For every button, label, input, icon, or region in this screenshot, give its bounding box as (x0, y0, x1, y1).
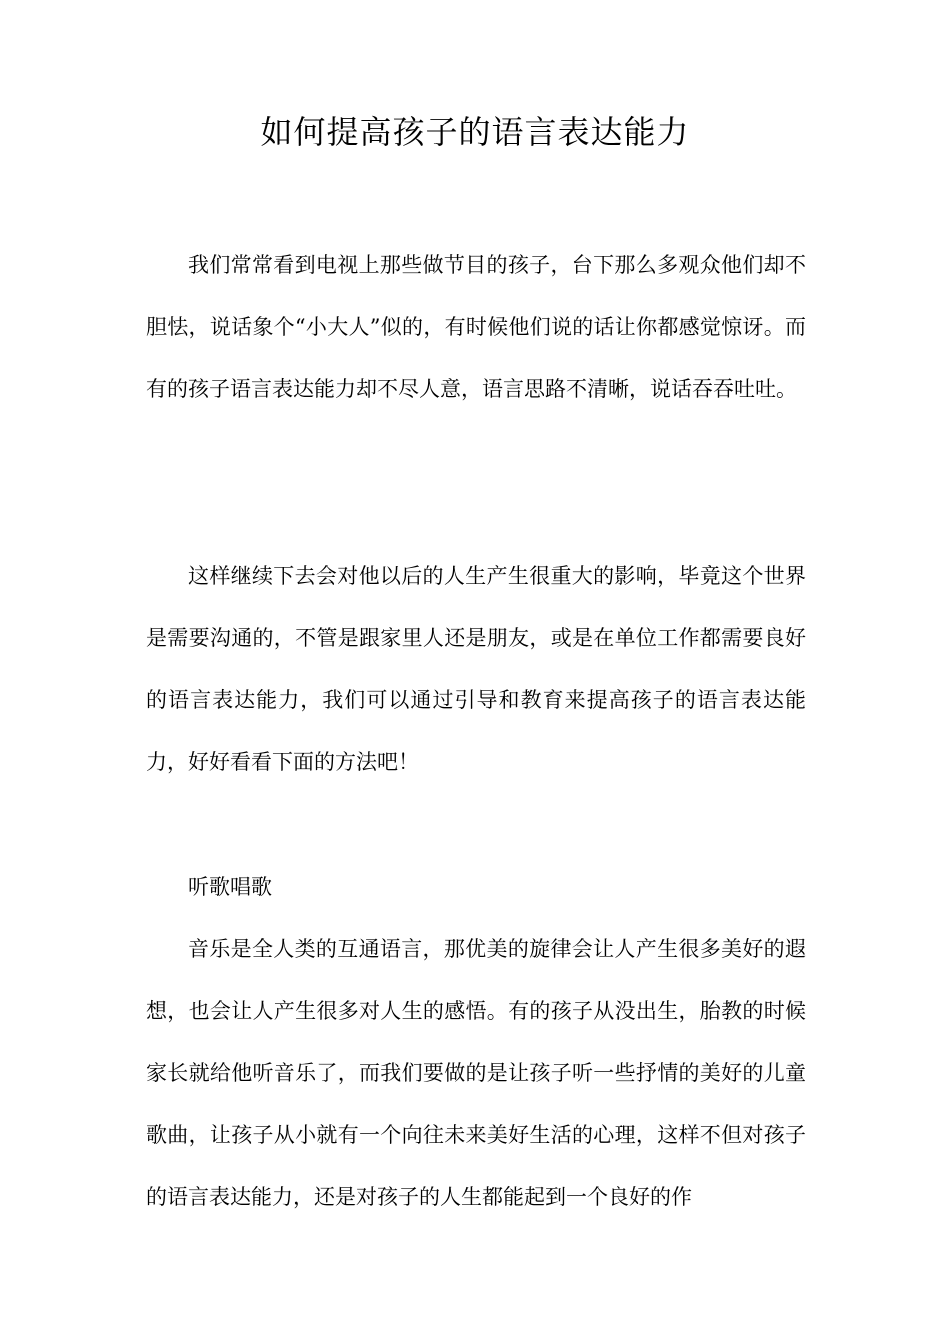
paragraph-impact: 这样继续下去会对他以后的人生产生很重大的影响，毕竟这个世界是需要沟通的，不管是跟家里人还是朋友，或是在单位工作都需要良好的语言表达能力，我们可以通过引导和教育来提高孩子的语言表达能力，好好看看下面的方法吧！ (146, 564, 806, 774)
section-heading: 听歌唱歌 (188, 875, 272, 899)
paragraph-music: 音乐是全人类的互通语言，那优美的旋律会让人产生很多美好的遐想，也会让人产生很多对人生的感悟。有的孩子从没出生，胎教的时候家长就给他听音乐了，而我们要做的是让孩子听一些抒情的美好的儿童歌曲，让孩子从小就有一个向往未来美好生活的心理，这样不但对孩子的语言表达能力，还是对孩子的人生都能起到一个良好的作 (146, 937, 806, 1209)
document-title: 如何提高孩子的语言表达能力 (260, 113, 690, 151)
paragraph-intro: 我们常常看到电视上那些做节目的孩子，台下那么多观众他们却不胆怯，说话象个“小大人”似的，有时候他们说的话让你都感觉惊讶。而有的孩子语言表达能力却不尽人意，语言思路不清晰，说话吞吞吐吐。 (146, 253, 806, 401)
